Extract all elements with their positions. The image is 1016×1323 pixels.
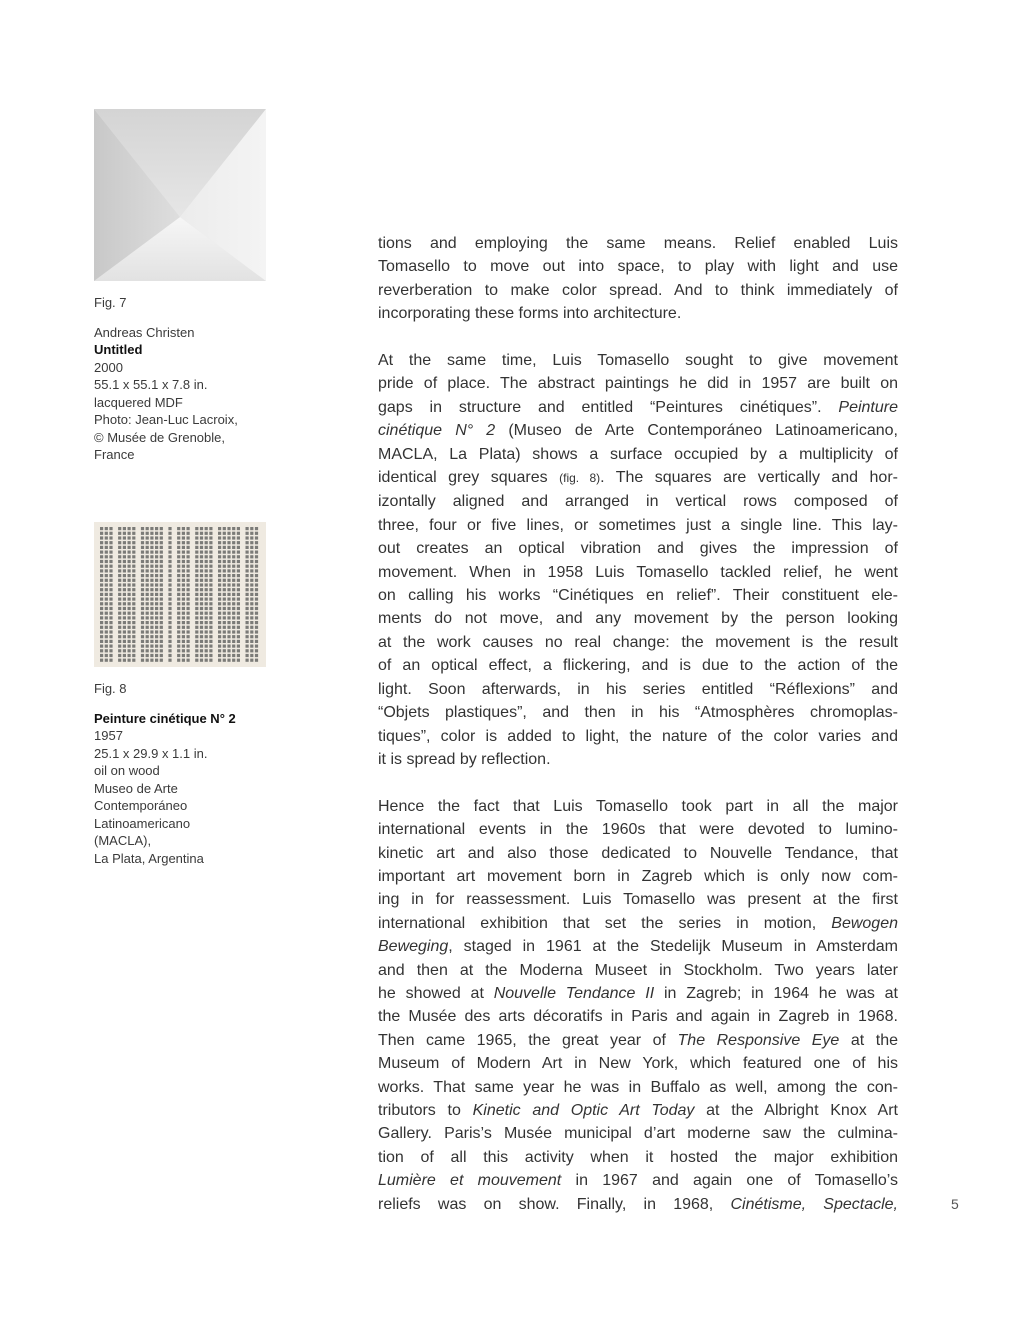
- artwork-medium: oil on wood: [94, 763, 160, 778]
- paragraph-2: [378, 349, 898, 771]
- text-line: [378, 419, 898, 442]
- text-line: international events in the 1960s that were devoted to lumino-: [378, 821, 898, 839]
- text-span: Then came 1965, the great year of: [378, 1031, 678, 1049]
- text-line: at the work causes no real change: the movement is the result: [378, 633, 898, 651]
- text-line: [378, 1099, 898, 1122]
- text-line: on calling his works “Cinétiques en relief”. Their constituent ele-: [378, 587, 898, 605]
- italic-title: The Responsive Eye: [677, 1031, 840, 1049]
- text-span: in 1967 and again one of Tomasello’s: [561, 1172, 898, 1190]
- text-line: kinetic art and also those dedicated to Nouvelle Tendance, that: [378, 844, 898, 862]
- figure-label: Fig. 7: [94, 295, 127, 310]
- text-line: Hence the fact that Luis Tomasello took part in all the major: [378, 797, 898, 815]
- artwork-dimensions: 55.1 x 55.1 x 7.8 in.: [94, 377, 208, 392]
- italic-title: Peinture: [838, 398, 898, 416]
- text-line: the Musée des arts décoratifs in Paris and again in Zagreb in 1968.: [378, 1008, 898, 1026]
- text-line: [378, 396, 898, 419]
- figure-7-image: [94, 109, 266, 281]
- paragraph-1: [378, 232, 898, 326]
- text-line: ing in for reassessment. Luis Tomasello was present at the first: [378, 891, 898, 909]
- text-line: izontally aligned and arranged in vertical rows composed of: [378, 493, 898, 511]
- text-span: reliefs was on show. Finally, in 1968,: [378, 1195, 731, 1213]
- text-line: [378, 982, 898, 1005]
- figure-label: Fig. 8: [94, 681, 127, 696]
- italic-title: Nouvelle Tendance II: [493, 984, 655, 1002]
- text-line: At the same time, Luis Tomasello sought to give movement: [378, 352, 898, 370]
- text-line: important art movement born in Zagreb which is only now com-: [378, 867, 898, 885]
- copyright-line: © Musée de Grenoble,: [94, 429, 225, 445]
- figure-8-image: [94, 522, 266, 667]
- figure-reference: (fig. 8): [559, 471, 601, 486]
- italic-title: cinétique N° 2: [378, 422, 496, 440]
- text-line: of an optical effect, a flickering, and is due to the action of the: [378, 657, 898, 675]
- text-line: [378, 1169, 898, 1192]
- artwork-title: Untitled: [94, 342, 143, 357]
- text-span: at the Albright Knox Art: [694, 1102, 899, 1119]
- text-line: Tomasello to move out into space, to play with light and use: [378, 258, 898, 276]
- text-span: gaps in structure and entitled “Peintures cinétiques”.: [378, 398, 839, 416]
- artwork-title: Peinture cinétique N° 2: [94, 710, 236, 726]
- collection-line: Contemporáneo: [94, 798, 188, 813]
- text-line: it is spread by reflection.: [378, 750, 551, 768]
- text-line: [378, 1193, 898, 1216]
- text-line: out creates an optical vibration and gives the impression of: [378, 540, 898, 558]
- text-span: international exhibition that set the series in motion,: [378, 914, 832, 932]
- text-line: movement. When in 1958 Luis Tomasello tackled relief, he went: [378, 563, 898, 581]
- collection-line: Museo de Arte: [94, 780, 178, 796]
- peinture-cinetique-artwork: [94, 522, 266, 667]
- country-line: France: [94, 447, 135, 462]
- text-line: [378, 935, 898, 958]
- artwork-dimensions: 25.1 x 29.9 x 1.1 in.: [94, 745, 208, 761]
- text-span: (Museo de Arte Contemporáneo Latinoamericano,: [495, 422, 898, 440]
- italic-title: Bewogen: [831, 914, 898, 932]
- collection-line: (MACLA),: [94, 833, 152, 848]
- text-line: reverberation to make color spread. And to think immediately of: [378, 281, 898, 299]
- text-span: , staged in 1961 at the Stedelijk Museum in Amsterdam: [448, 938, 898, 956]
- page-number: 5: [951, 1196, 959, 1212]
- italic-title: Kinetic and Optic Art Today: [472, 1102, 695, 1119]
- body-text: [378, 232, 898, 1239]
- text-span: . The squares are vertically and hor-: [600, 469, 898, 487]
- text-span: identical grey squares: [378, 469, 560, 487]
- figure-8-caption: [94, 680, 304, 867]
- text-line: Gallery. Paris’s Musée municipal d’art moderne saw the culmina-: [378, 1125, 898, 1143]
- figure-7-caption: [94, 294, 304, 464]
- text-line: MACLA, La Plata) shows a surface occupied by a multiplicity of: [378, 445, 898, 463]
- artwork-year: 1957: [94, 728, 123, 743]
- text-span: he showed at: [378, 984, 494, 1002]
- italic-title: Cinétisme, Spectacle,: [730, 1195, 898, 1213]
- text-line: tions and employing the same means. Relief enabled Luis: [378, 235, 898, 252]
- artwork-medium: lacquered MDF: [94, 394, 183, 410]
- paragraph-3: [378, 795, 898, 1216]
- untitled-relief-artwork: [94, 109, 266, 281]
- text-line: and then at the Moderna Museet in Stockholm. Two years later: [378, 961, 898, 979]
- artwork-year: 2000: [94, 359, 123, 375]
- text-line: tiques”, color is added to light, the nature of the color varies and: [378, 727, 898, 745]
- text-line: [378, 1029, 898, 1052]
- text-line: “Objets plastiques”, and then in his “Atmosphères chromoplas-: [378, 704, 898, 722]
- text-span: tributors to: [378, 1102, 473, 1119]
- text-line: tion of all this activity when it hosted the major exhibition: [378, 1148, 898, 1166]
- text-line: Museum of Modern Art in New York, which featured one of his: [378, 1055, 898, 1073]
- text-line: [378, 466, 898, 490]
- artist-name: Andreas Christen: [94, 324, 195, 340]
- text-line: light. Soon afterwards, in his series entitled “Réflexions” and: [378, 680, 898, 698]
- text-line: ments do not move, and any movement by the person looking: [378, 610, 898, 628]
- text-line: three, four or five lines, or sometimes just a single line. This lay-: [378, 516, 898, 534]
- photo-credit: Photo: Jean-Luc Lacroix,: [94, 412, 238, 427]
- italic-title: Beweging: [378, 938, 449, 956]
- text-line: [378, 912, 898, 935]
- text-line: pride of place. The abstract paintings he did in 1957 are built on: [378, 375, 898, 393]
- collection-line: La Plata, Argentina: [94, 850, 204, 866]
- collection-line: Latinoamericano: [94, 815, 191, 831]
- italic-title: Lumière et mouvement: [378, 1172, 562, 1190]
- text-line: incorporating these forms into architecture.: [378, 305, 682, 323]
- text-span: at the: [839, 1031, 898, 1049]
- text-line: works. That same year he was in Buffalo as well, among the con-: [378, 1078, 898, 1096]
- text-span: in Zagreb; in 1964 he was at: [654, 984, 899, 1002]
